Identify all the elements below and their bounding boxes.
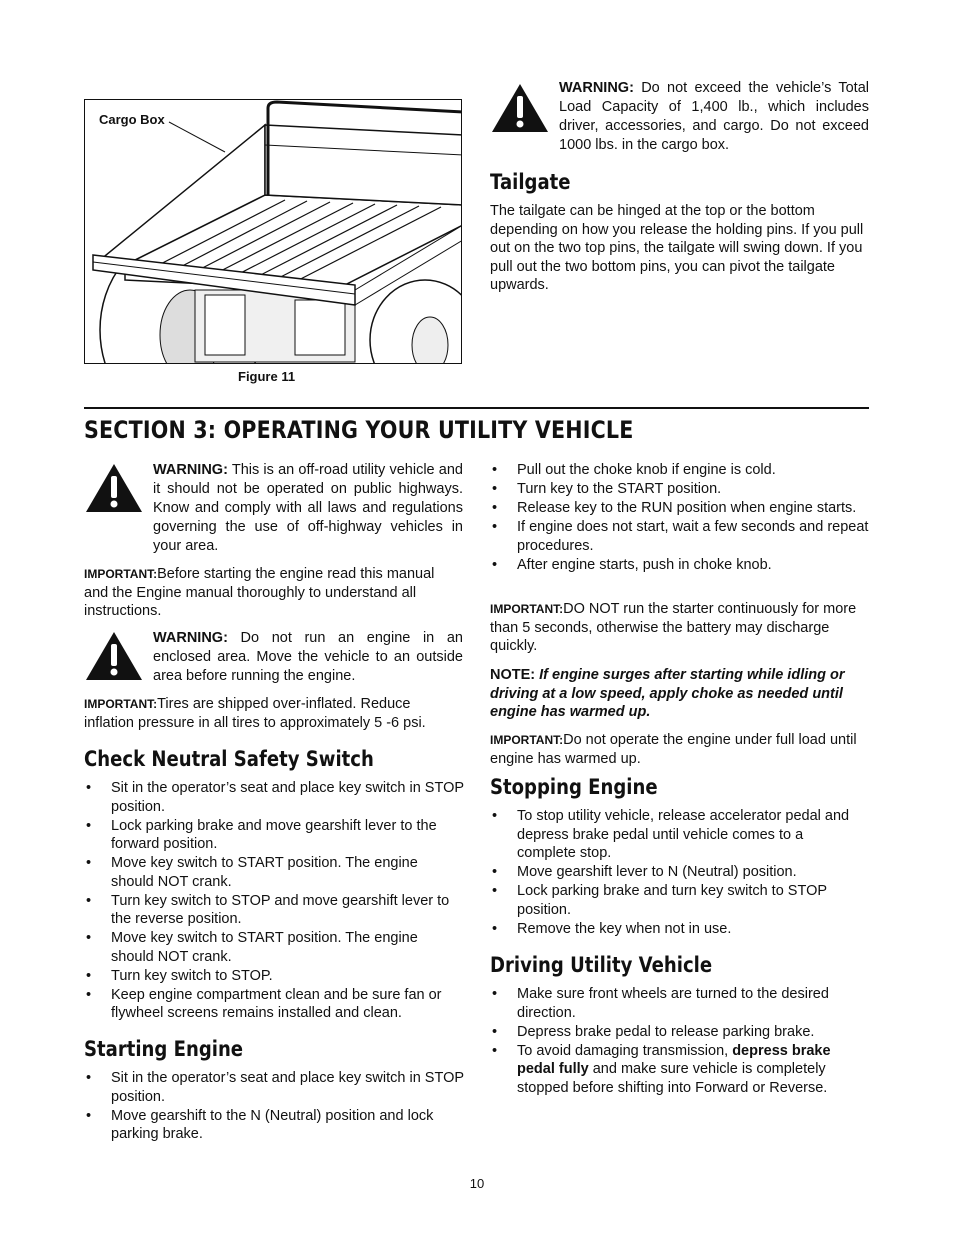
important-text: Before starting the engine read this manual and the Engine manual thoroughly to understand all instructions. bbox=[84, 566, 435, 619]
page-number: 10 bbox=[469, 1176, 485, 1191]
list-stopping-engine bbox=[490, 807, 865, 939]
important-tires bbox=[84, 695, 464, 732]
note-label: NOTE: bbox=[490, 667, 536, 683]
list-check-neutral bbox=[84, 779, 464, 1023]
list-starting-engine-cont bbox=[490, 461, 870, 575]
list-item: • Move key switch to START position. The engine should NOT crank. bbox=[84, 854, 464, 891]
list-item-text: and make sure vehicle is completely stopped before shifting into Forward or Reverse. bbox=[517, 1061, 828, 1096]
list-item: • Sit in the operator’s seat and place key switch in STOP position. bbox=[84, 779, 464, 816]
list-starting-engine bbox=[84, 1069, 464, 1144]
list-item: • Remove the key when not in use. bbox=[490, 920, 865, 939]
figure-callout-cargo-box: Cargo Box bbox=[99, 112, 165, 127]
list-item: • Turn key switch to STOP. bbox=[84, 967, 464, 986]
section-rule bbox=[84, 407, 869, 409]
list-item: • Keep engine compartment clean and be sure fan or flywheel screens remains installed and clean. bbox=[84, 986, 464, 1023]
heading-check-neutral: Check Neutral Safety Switch bbox=[84, 747, 374, 771]
figure-caption: Figure 11 bbox=[238, 369, 296, 384]
tailgate-body: The tailgate can be hinged at the top or the bottom depending on how you release the holding pins. If you pull out on the two top pins, the tailgate will swing down. If you pull out the two bottom pins, you can pivot the tailgate upwards. bbox=[490, 203, 864, 293]
note-choke bbox=[490, 666, 872, 722]
important-label: IMPORTANT: bbox=[84, 567, 158, 581]
important-read-manual bbox=[84, 565, 454, 621]
list-item: • To stop utility vehicle, release accelerator pedal and depress brake pedal until vehicle comes to a complete stop. bbox=[490, 807, 865, 863]
warning-text: Do not exceed the vehicle’s Total Load Capacity of 1,400 lb., which includes driver, accessories, and cargo. Do not exceed 1000 lbs. in the cargo box. bbox=[559, 80, 869, 153]
list-item: • Move key switch to START position. The engine should NOT crank. bbox=[84, 929, 464, 966]
heading-stopping-engine: Stopping Engine bbox=[490, 775, 658, 799]
list-item: • Move gearshift lever to N (Neutral) position. bbox=[490, 863, 865, 882]
important-label: IMPORTANT: bbox=[490, 733, 564, 747]
list-item bbox=[490, 1042, 870, 1098]
warning-label: WARNING: bbox=[559, 80, 634, 96]
heading-starting-engine: Starting Engine bbox=[84, 1037, 244, 1061]
important-text: DO NOT run the starter continuously for more than 5 seconds, otherwise the battery may discharge quickly. bbox=[490, 601, 857, 654]
list-item: • Sit in the operator’s seat and place key switch in STOP position. bbox=[84, 1069, 464, 1106]
list-item: • If engine does not start, wait a few seconds and repeat procedures. bbox=[490, 518, 870, 555]
warning-label: WARNING: bbox=[153, 630, 228, 646]
warning-text: This is an off-road utility vehicle and it should not be operated on public highways. Know and comply with all laws and regulations governing the use of off-highway vehicles in your area. bbox=[153, 462, 463, 554]
list-item: • Release key to the RUN position when engine starts. bbox=[490, 499, 870, 518]
list-item: • Turn key switch to STOP and move gearshift lever to the reverse position. bbox=[84, 892, 464, 929]
list-item-text: To avoid damaging transmission, bbox=[517, 1042, 733, 1059]
list-item: • Pull out the choke knob if engine is cold. bbox=[490, 461, 870, 480]
important-label: IMPORTANT: bbox=[84, 697, 158, 711]
section-title: SECTION 3: OPERATING YOUR UTILITY VEHICLE bbox=[84, 416, 634, 444]
list-item: • Lock parking brake and move gearshift lever to the forward position. bbox=[84, 817, 464, 854]
note-text: If engine surges after starting while idling or driving at a low speed, apply choke as needed until engine has warmed up. bbox=[490, 667, 845, 720]
warning-triangle-icon bbox=[490, 82, 550, 134]
list-driving bbox=[490, 985, 870, 1098]
important-label: IMPORTANT: bbox=[490, 602, 564, 616]
list-item: • Move gearshift to the N (Neutral) position and lock parking brake. bbox=[84, 1107, 464, 1144]
important-full-load bbox=[490, 731, 870, 768]
warning-offroad bbox=[153, 461, 463, 556]
heading-tailgate: Tailgate bbox=[490, 170, 571, 194]
list-item: • Turn key to the START position. bbox=[490, 480, 870, 499]
warning-triangle-icon bbox=[84, 462, 144, 514]
list-item: • Lock parking brake and turn key switch to STOP position. bbox=[490, 882, 865, 919]
list-item: • Depress brake pedal to release parking brake. bbox=[490, 1023, 870, 1042]
warning-triangle-icon bbox=[84, 630, 144, 682]
heading-driving: Driving Utility Vehicle bbox=[490, 953, 713, 977]
important-starter bbox=[490, 600, 870, 656]
important-text: Do not operate the engine under full load until engine has warmed up. bbox=[490, 732, 857, 767]
list-item-emphasis: depress brake pedal fully bbox=[517, 1042, 831, 1077]
important-text: Tires are shipped over-inflated. Reduce inflation pressure in all tires to approximately 5 -6 psi. bbox=[84, 696, 426, 731]
warning-enclosed-area bbox=[153, 629, 463, 686]
figure-cargo-box bbox=[84, 99, 462, 364]
cargo-box-illustration bbox=[85, 100, 462, 364]
list-item: • Make sure front wheels are turned to the desired direction. bbox=[490, 985, 870, 1022]
warning-load-capacity bbox=[559, 79, 869, 155]
warning-text: Do not run an engine in an enclosed area. Move the vehicle to an outside area before running the engine. bbox=[153, 630, 463, 684]
list-item: • After engine starts, push in choke knob. bbox=[490, 556, 870, 575]
warning-label: WARNING: bbox=[153, 462, 228, 478]
